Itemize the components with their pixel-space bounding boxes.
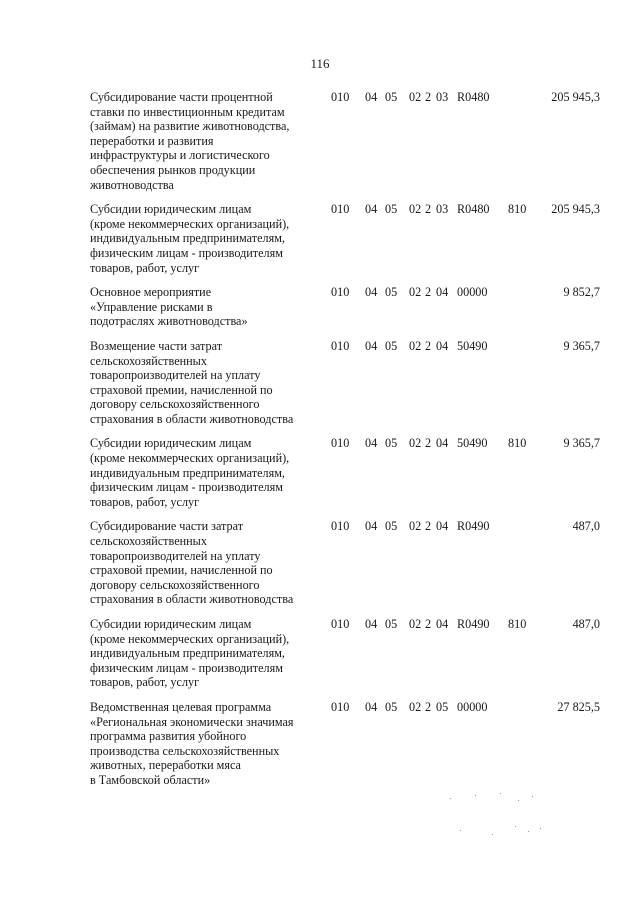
subprogram-code: 2 xyxy=(425,519,432,534)
subsection-code: 05 xyxy=(385,699,398,714)
ministry-code: 010 xyxy=(331,202,350,217)
expense-type-code: 810 xyxy=(508,617,527,631)
amount: 487,0 xyxy=(572,519,600,534)
subsection-code: 05 xyxy=(385,617,398,631)
main-activity-code: 03 xyxy=(436,202,449,217)
section-code: 04 xyxy=(365,338,378,353)
program-code: 02 xyxy=(409,436,422,451)
subprogram-code: 2 xyxy=(425,338,432,353)
row-description: Возмещение части затрат сельскохозяйственных товаропроизводителей на уплату страховой премии, начисленной по договору сельскохозяйственного страхования в области животноводства xyxy=(90,338,294,426)
amount: 205 945,3 xyxy=(551,90,600,104)
main-activity-code: 03 xyxy=(436,90,449,104)
section-code: 04 xyxy=(365,202,378,217)
subsection-code: 05 xyxy=(385,285,398,300)
program-code: 02 xyxy=(409,90,422,104)
main-activity-code: 04 xyxy=(436,285,449,300)
main-activity-code: 04 xyxy=(436,519,449,534)
amount: 205 945,3 xyxy=(551,202,600,217)
scan-artifacts xyxy=(430,790,550,850)
table-row xyxy=(0,202,640,275)
direction-code: R0480 xyxy=(457,202,490,217)
section-code: 04 xyxy=(365,436,378,451)
section-code: 04 xyxy=(365,90,378,104)
ministry-code: 010 xyxy=(331,90,350,104)
row-description: Субсидии юридическим лицам (кроме некоммерческих организаций), индивидуальным предпринимателям, физическим лицам - производителям товаров, работ, услуг xyxy=(90,436,290,509)
program-code: 02 xyxy=(409,699,422,714)
subprogram-code: 2 xyxy=(425,436,432,451)
ministry-code: 010 xyxy=(331,436,350,451)
table-row xyxy=(0,285,640,329)
ministry-code: 010 xyxy=(331,699,350,714)
table-row xyxy=(0,700,640,788)
program-code: 02 xyxy=(409,338,422,353)
program-code: 02 xyxy=(409,285,422,300)
main-activity-code: 04 xyxy=(436,617,449,631)
program-code: 02 xyxy=(409,617,422,631)
amount: 9 852,7 xyxy=(563,285,600,300)
row-description: Субсидии юридическим лицам (кроме некоммерческих организаций), индивидуальным предпринимателям, физическим лицам - производителям товаров, работ, услуг xyxy=(90,202,290,275)
direction-code: 00000 xyxy=(457,699,488,714)
subprogram-code: 2 xyxy=(425,90,432,104)
row-description: Субсидирование части процентной ставки по инвестиционным кредитам (займам) на развитие животноводства, переработки и развития инфраструктуры и логистического обеспечения рынков продукции животноводства xyxy=(90,90,290,192)
page-number: 116 xyxy=(310,56,330,71)
direction-code: R0490 xyxy=(457,519,490,534)
amount: 27 825,5 xyxy=(557,699,600,714)
ministry-code: 010 xyxy=(331,617,350,631)
section-code: 04 xyxy=(365,699,378,714)
table-row xyxy=(0,519,640,607)
budget-table xyxy=(0,90,640,795)
ministry-code: 010 xyxy=(331,519,350,534)
direction-code: R0480 xyxy=(457,90,490,104)
amount: 9 365,7 xyxy=(563,436,600,451)
ministry-code: 010 xyxy=(331,338,350,353)
table-row xyxy=(0,339,640,427)
row-description: Ведомственная целевая программа «Региональная экономически значимая программа развития убойного производства сельскохозяйственных животных, переработки мяса в Тамбовской области» xyxy=(90,699,294,787)
table-row xyxy=(0,90,640,192)
subsection-code: 05 xyxy=(385,436,398,451)
subprogram-code: 2 xyxy=(425,285,432,300)
expense-type-code: 810 xyxy=(508,202,527,217)
subprogram-code: 2 xyxy=(425,699,432,714)
direction-code: R0490 xyxy=(457,617,490,631)
main-activity-code: 04 xyxy=(436,436,449,451)
row-description: Субсидии юридическим лицам (кроме некоммерческих организаций), индивидуальным предпринимателям, физическим лицам - производителям товаров, работ, услуг xyxy=(90,617,290,690)
amount: 9 365,7 xyxy=(563,338,600,353)
direction-code: 00000 xyxy=(457,285,488,300)
program-code: 02 xyxy=(409,519,422,534)
direction-code: 50490 xyxy=(457,436,488,451)
direction-code: 50490 xyxy=(457,338,488,353)
table-row xyxy=(0,617,640,690)
row-description: Основное мероприятие «Управление рисками в подотраслях животноводства» xyxy=(90,285,248,329)
main-activity-code: 04 xyxy=(436,338,449,353)
program-code: 02 xyxy=(409,202,422,217)
subprogram-code: 2 xyxy=(425,202,432,217)
section-code: 04 xyxy=(365,519,378,534)
section-code: 04 xyxy=(365,285,378,300)
table-row xyxy=(0,436,640,509)
subsection-code: 05 xyxy=(385,519,398,534)
row-description: Субсидирование части затрат сельскохозяйственных товаропроизводителей на уплату страховой премии, начисленной по договору сельскохозяйственного страхования в области животноводства xyxy=(90,519,294,607)
expense-type-code: 810 xyxy=(508,436,527,451)
main-activity-code: 05 xyxy=(436,699,449,714)
amount: 487,0 xyxy=(572,617,600,631)
ministry-code: 010 xyxy=(331,285,350,300)
subsection-code: 05 xyxy=(385,90,398,104)
subsection-code: 05 xyxy=(385,202,398,217)
section-code: 04 xyxy=(365,617,378,631)
subprogram-code: 2 xyxy=(425,617,432,631)
subsection-code: 05 xyxy=(385,338,398,353)
